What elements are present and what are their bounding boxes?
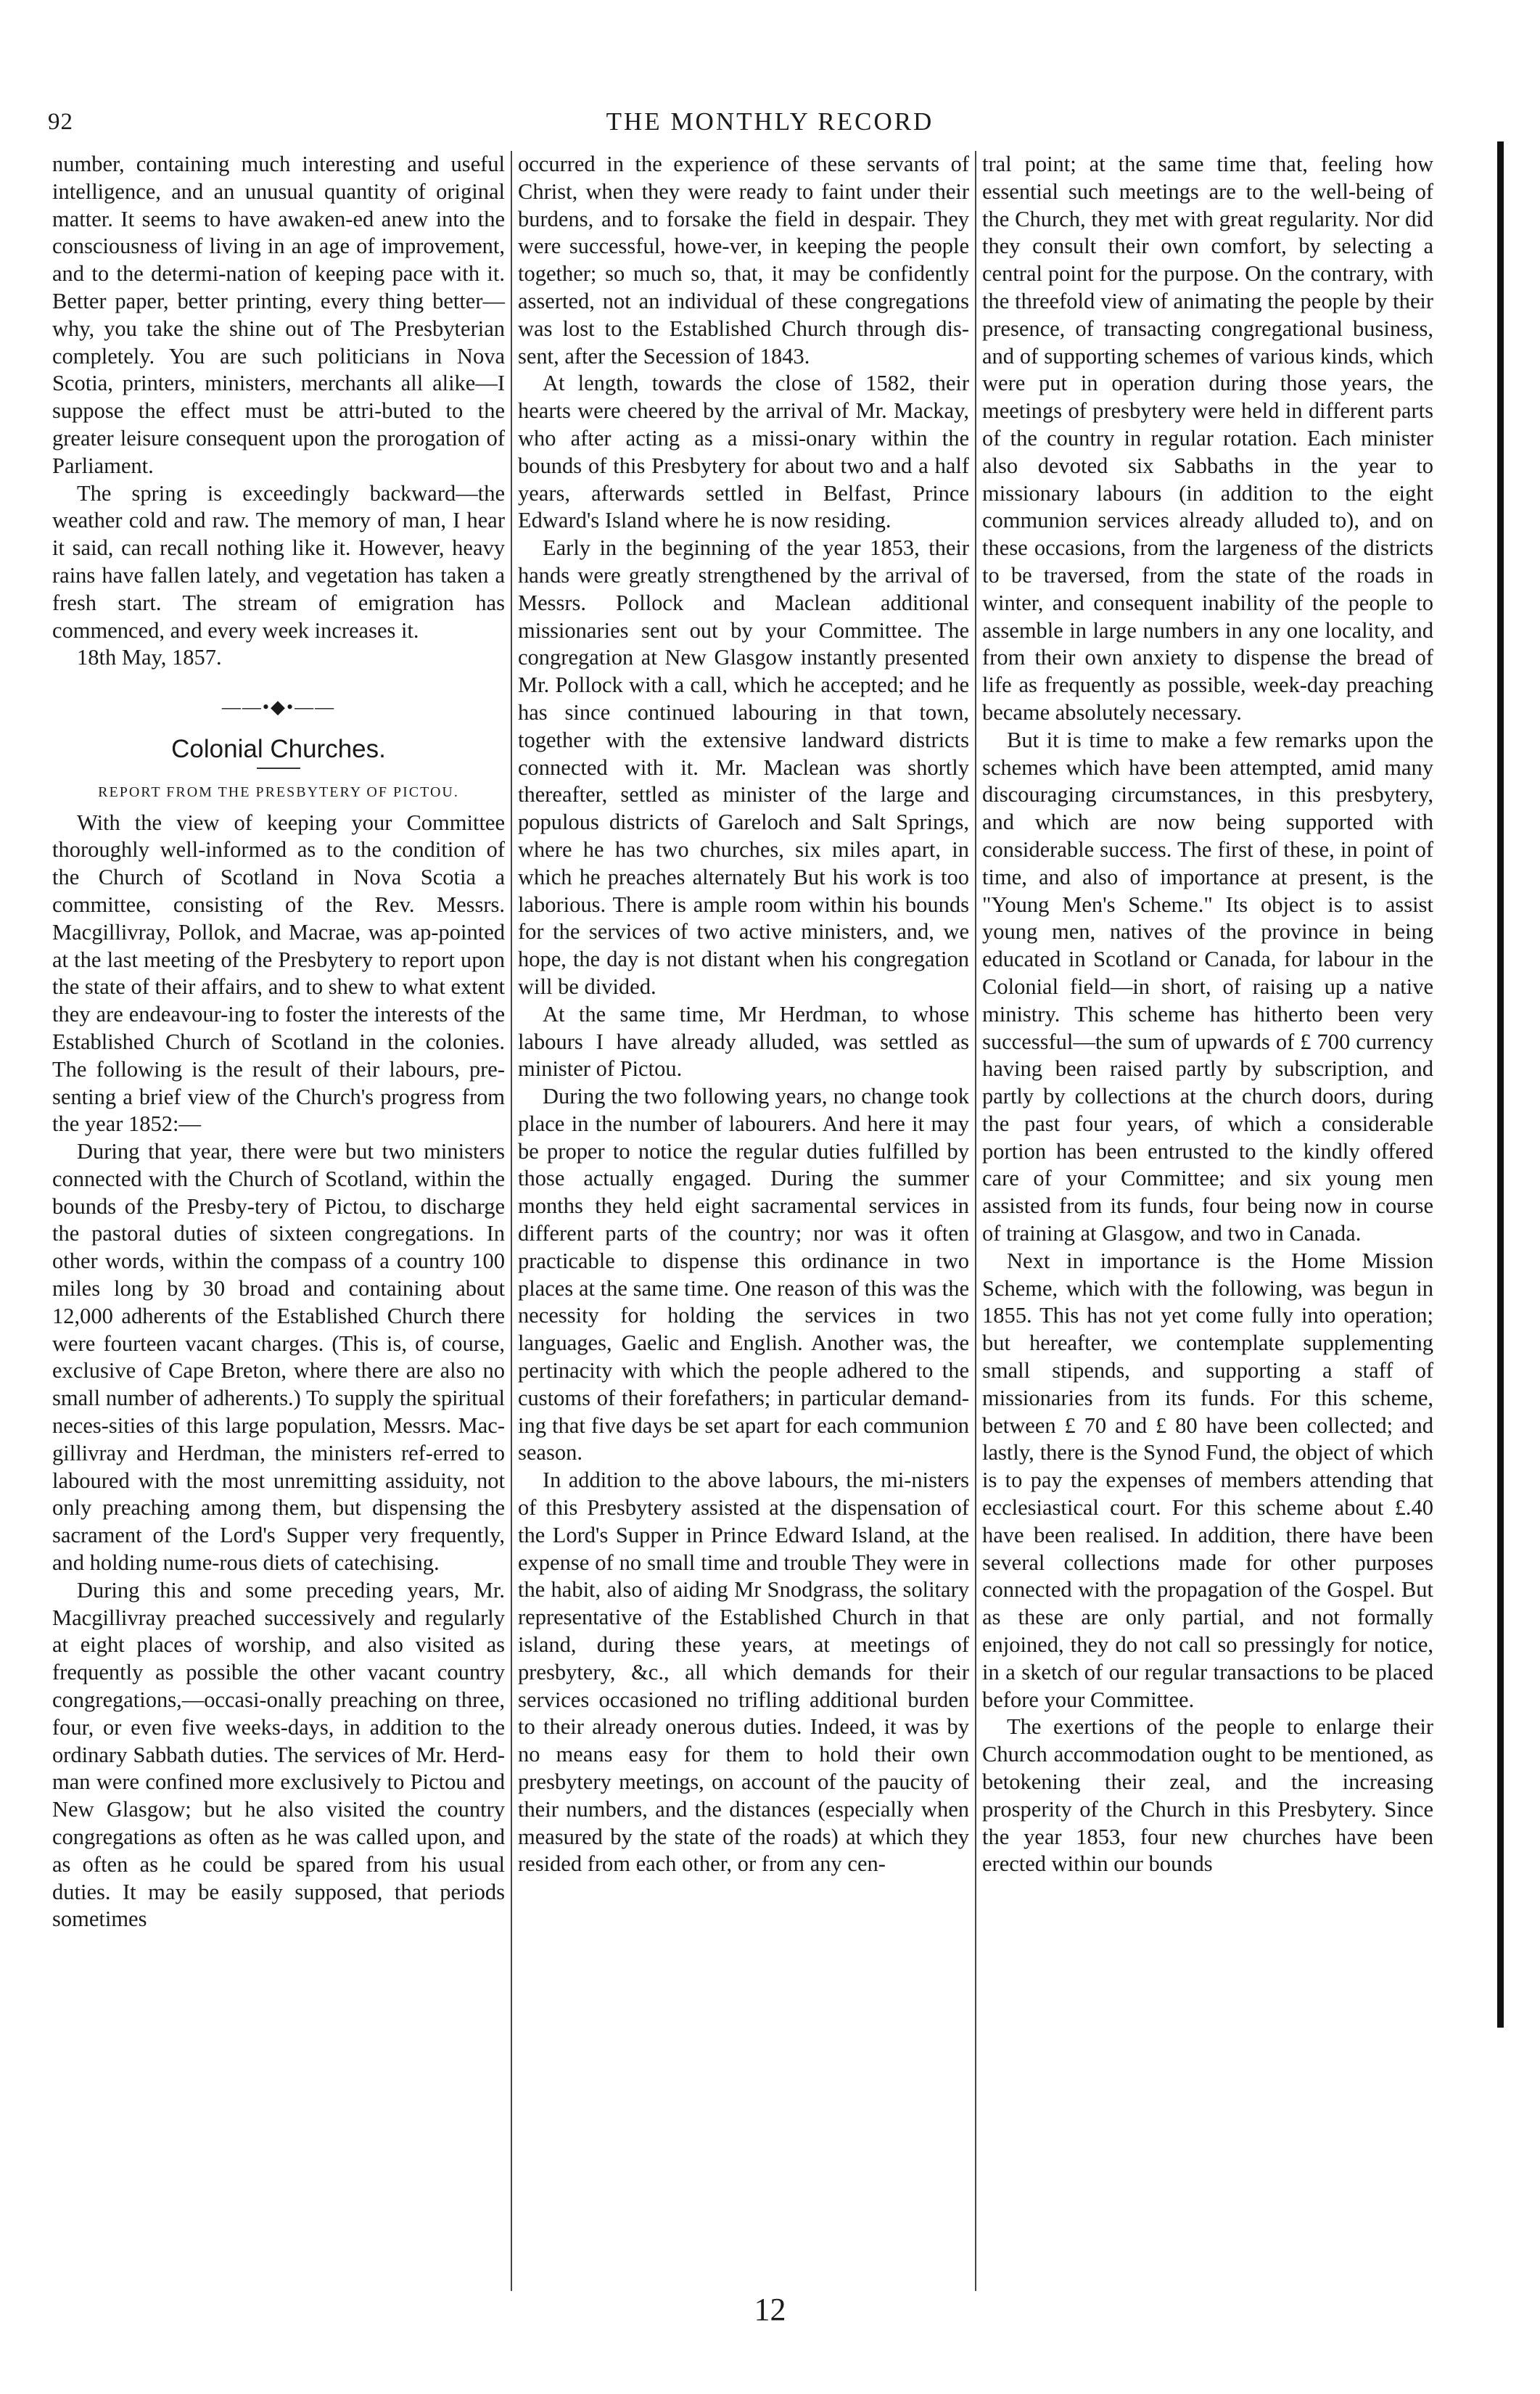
- running-title: THE MONTHLY RECORD: [606, 107, 934, 136]
- section-subheading: REPORT FROM THE PRESBYTERY OF PICTOU.: [98, 783, 459, 800]
- page-number: 92: [48, 109, 73, 135]
- column-left: [46, 151, 511, 2291]
- paragraph: At the same time, Mr Herdman, to whose labours I have already alluded, was settled as minister of Pictou.: [518, 1001, 969, 1082]
- column-right: [975, 151, 1439, 2291]
- text-columns: [46, 151, 1493, 2291]
- paragraph: Next in importance is the Home Mission Scheme, which with the following, was begun in 1855. This has not yet come fully into operation; but hereafter, we contemplate supplementing small stipends, and supporting a staff of missionaries from its funds. For this scheme, between £ 70 and £ 80 have been collected; and lastly, there is the Synod Fund, the object of which is to pay the expenses of members attending that ecclesiastical court. For this scheme about £.40 have been realised. In addition, there have been several collections made for other purposes connected with the propagation of the Gospel. But as these are only partial, and not formally enjoined, they do not call so pressingly for notice, in a sketch of our regular transactions to be placed before your Committee.: [982, 1248, 1433, 1712]
- paragraph: occurred in the experience of these servants of Christ, when they were ready to faint under their burdens, and to forsake the field in despair. They were successful, howe-ver, in keeping the people together; so much so, that, it may be confidently asserted, not an individual of these congregations was lost to the Established Church through dis-sent, after the Secession of 1843.: [518, 152, 969, 369]
- binding-edge-shadow: [1497, 141, 1504, 2028]
- paragraph: But it is time to make a few remarks upon the schemes which have been attempted, amid many discouraging circumstances, in this presbytery, and which are now being supported with considerable success. The first of these, in point of time, and also of importance at present, is the "Young Men's Scheme." Its object is to assist young men, natives of the province in being educated in Scotland or Canada, for labour in the Colonial field—in short, of raising up a native ministry. This scheme has hitherto been very successful—the sum of upwards of £ 700 currency having been raised partly by subscription, and partly by collections at the church doors, during the past four years, of which a considerable portion has been entrusted to the kindly offered care of your Committee; and six young men assisted from its funds, four being now in course of training at Glasgow, and two in Canada.: [982, 727, 1433, 1246]
- column-middle: [511, 151, 975, 2291]
- letter-date: 18th May, 1857.: [77, 645, 222, 670]
- heading-rule: [257, 768, 300, 769]
- signature-mark: 12: [754, 2292, 786, 2327]
- paragraph: The spring is exceedingly backward—the weather cold and raw. The memory of man, I hear it said, can recall nothing like it. However, heavy rains have fallen lately, and vegetation has taken a fresh start. The stream of emigration has commenced, and every week increases it.: [52, 480, 505, 643]
- section-title: Colonial Churches.: [171, 734, 386, 763]
- paragraph: number, containing much interesting and useful intelligence, and an unusual quantity of original matter. It seems to have awaken-ed anew into the consciousness of living in an age of improvement, and to the determi-nation of keeping pace with it. Better paper, better printing, every thing better—why, you take the shine out of The Presbyterian completely. You are such politicians in Nova Scotia, printers, ministers, merchants all alike—I suppose the effect must be attri-buted to the greater leisure consequent upon the prorogation of Parliament.: [52, 152, 505, 478]
- paragraph: The exertions of the people to enlarge their Church accommodation ought to be mentioned, as betokening their zeal, and the increasing prosperity of the Church in this Presbytery. Since the year 1853, four new churches have been erected within our bounds: [982, 1714, 1433, 1877]
- paragraph: tral point; at the same time that, feeling how essential such meetings are to the well-being of the Church, they met with great regularity. Nor did they consult their own comfort, by selecting a central point for the purpose. On the contrary, with the threefold view of animating the people by their presence, of transacting congregational business, and of supporting schemes of various kinds, which were put in operation during those years, the meetings of presbytery were held in different parts of the country in regular rotation. Each minister also devoted six Sabbaths in the year to missionary labours (in addition to the eight communion services already alluded to), and on these occasions, from the largeness of the districts to be traversed, from the state of the roads in winter, and consequent inability of the people to assemble in large numbers in any one locality, and from their own anxiety to dispense the bread of life as frequently as possible, week-day preaching became absolutely necessary.: [982, 152, 1433, 725]
- ornamental-divider: ——•◆•——: [221, 696, 336, 718]
- paragraph: During the two following years, no change took place in the number of labourers. And here it may be proper to notice the regular duties fulfilled by those actually engaged. During the summer months they held eight sacramental services in different parts of the country; nor was it often practicable to dispense this ordinance in two places at the same time. One reason of this was the necessity for holding the services in two languages, Gaelic and English. Another was, the pertinacity with which the people adhered to the customs of their forefathers; in particular demand-ing that five days be set apart for each communion season.: [518, 1084, 969, 1465]
- paragraph: During this and some preceding years, Mr. Macgillivray preached successively and regularly at eight places of worship, and also visited as frequently as possible the other vacant country congregations,—occasi-onally preaching on three, four, or even five weeks-days, in addition to the ordinary Sabbath duties. The services of Mr. Herd-man were confined more exclusively to Pictou and New Glasgow; but he also visited the country congregations as often as he was called upon, and as often as he could be spared from his usual duties. It may be easily supposed, that periods sometimes: [52, 1577, 505, 1932]
- paragraph: With the view of keeping your Committee thoroughly well-informed as to the condition of the Church of Scotland in Nova Scotia a committee, consisting of the Rev. Messrs. Macgillivray, Pollok, and Macrae, was ap-pointed at the last meeting of the Presbytery to report upon the state of their affairs, and to shew to what extent they are endeavour-ing to foster the interests of the Established Church of Scotland in the colonies. The following is the result of their labours, pre-senting a brief view of the Church's progress from the year 1852:—: [52, 810, 505, 1137]
- paragraph: In addition to the above labours, the mi-nisters of this Presbytery assisted at the dispensation of the Lord's Supper in Prince Edward Island, at the expense of no small time and trouble They were in the habit, also of aiding Mr Snodgrass, the solitary representative of the Established Church in that island, during these years, at meetings of presbytery, &c., all which demands for their services occasioned no trifling additional burden to their already onerous duties. Indeed, it was by no means easy for them to hold their own presbytery meetings, on account of the paucity of their numbers, and the distances (especially when measured by the state of the roads) at which they resided from each other, or from any cen-: [518, 1468, 969, 1877]
- paragraph: Early in the beginning of the year 1853, their hands were greatly strengthened by the arrival of Messrs. Pollock and Maclean additional missionaries sent out by your Committee. The congregation at New Glasgow instantly presented Mr. Pollock with a call, which he accepted; and he has since continued labouring in that town, together with the extensive landward districts connected with it. Mr. Maclean was shortly thereafter, settled as minister of the large and populous districts of Gareloch and Salt Springs, where he has two churches, six miles apart, in which he preaches alternately But his work is too laborious. There is ample room within his bounds for the services of two active ministers, and, we hope, the day is not distant when his congregation will be divided.: [518, 535, 969, 999]
- paragraph: At length, towards the close of 1582, their hearts were cheered by the arrival of Mr. Mackay, who after acting as a missi-onary within the bounds of this Presbytery for about two and a half years, afterwards settled in Belfast, Prince Edward's Island where he is now residing.: [518, 371, 969, 533]
- paragraph: During that year, there were but two ministers connected with the Church of Scotland, within the bounds of the Presby-tery of Pictou, to discharge the pastoral duties of sixteen congregations. In other words, within the compass of a country 100 miles long by 30 broad and containing about 12,000 adherents of the Established Church there were fourteen vacant charges. (This is, of course, exclusive of Cape Breton, where there are also no small number of adherents.) To supply the spiritual neces-sities of this large population, Messrs. Mac-gillivray and Herdman, the ministers ref-erred to laboured with the most unremitting assiduity, not only preaching among them, but dispensing the sacrament of the Lord's Supper very frequently, and holding nume-rous diets of catechising.: [52, 1139, 505, 1576]
